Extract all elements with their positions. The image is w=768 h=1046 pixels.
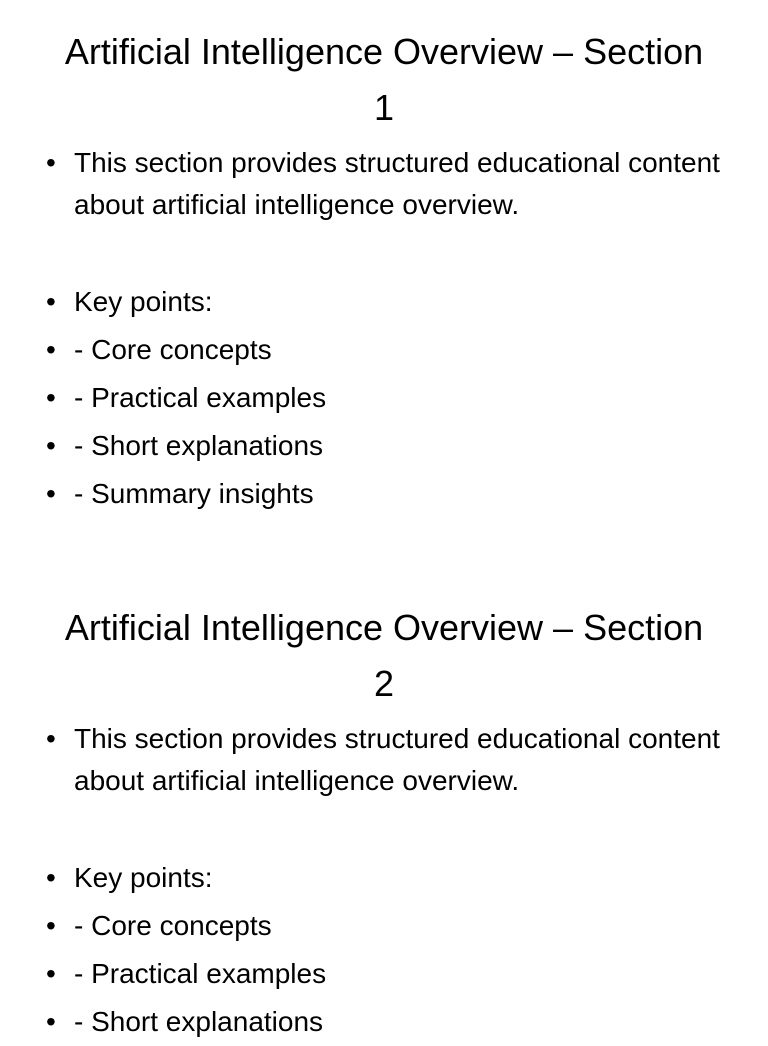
key-points-label: • Key points: xyxy=(46,854,726,902)
list-item: • - Summary insights xyxy=(46,470,726,518)
key-points-label: • Key points: xyxy=(46,278,726,326)
bullet-list xyxy=(46,718,726,1046)
list-item: • - Short explanations xyxy=(46,998,726,1046)
section-2 xyxy=(0,600,768,1037)
intro-bullet: • This section provides structured educational content about artificial intelligence overview. xyxy=(46,718,726,802)
list-item: • - Practical examples xyxy=(46,950,726,998)
list-item: • - Practical examples xyxy=(46,374,726,422)
list-item: • - Core concepts xyxy=(46,326,726,374)
list-item: • - Short explanations xyxy=(46,422,726,470)
section-title: Artificial Intelligence Overview – Section 2 xyxy=(64,607,704,704)
section-1 xyxy=(0,24,768,509)
bullet-list xyxy=(46,142,726,518)
section-title: Artificial Intelligence Overview – Section 1 xyxy=(64,31,704,128)
list-item: • - Core concepts xyxy=(46,902,726,950)
intro-bullet: • This section provides structured educational content about artificial intelligence overview. xyxy=(46,142,726,226)
